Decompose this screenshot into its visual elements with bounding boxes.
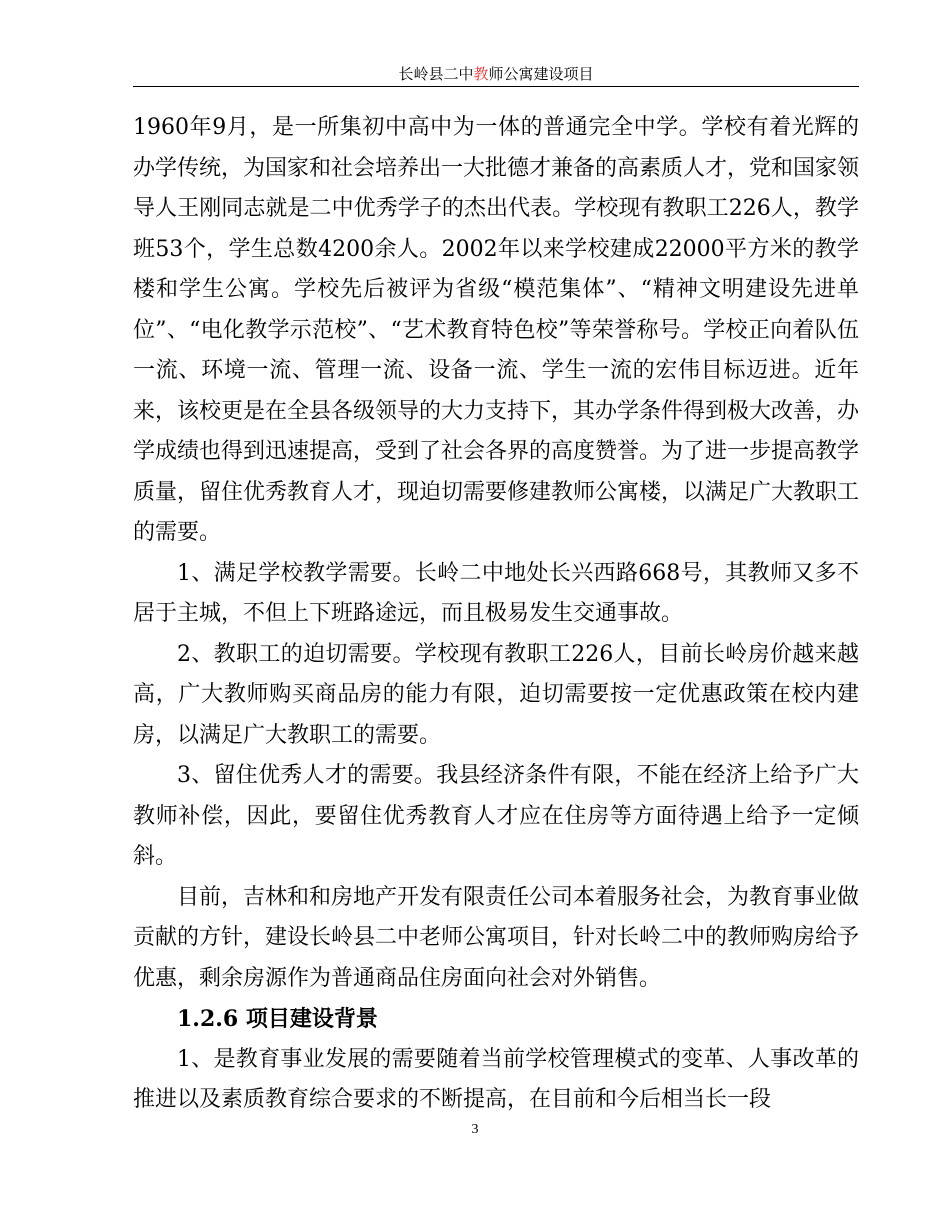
paragraph-need-2: 2、教职工的迫切需要。学校现有教职工226人，目前长岭房价越来越高，广大教师购买商品房的能力有限，迫切需要按一定优惠政策在校内建房，以满足广大教职工的需要。 [133, 641, 859, 748]
page-header [133, 64, 859, 87]
header-title-part1: 长岭县二中 [398, 65, 474, 83]
header-title-part2: 师公寓建设项目 [488, 65, 594, 83]
section-heading: 1.2.6 项目建设背景 [177, 1006, 378, 1032]
paragraph-school-intro: 1960年9月，是一所集初中高中为一体的普通完全中学。学校有着光辉的办学传统，为国家和社会培养出一大批德才兼备的高素质人才，党和国家领导人王刚同志就是二中优秀学子的杰出代表。学校现有教职工226人，教学班53个，学生总数4200余人。2002年以来学校建成22000平方米的教学楼和学生公寓。学校先后被评为省级“模范集体”、“精神文明建设先进单位”、“电化教学示范校”、“艺术教育特色校”等荣誉称号。学校正向着队伍一流、环境一流、管理一流、设备一流、学生一流的宏伟目标迈进。近年来，该校更是在全县各级领导的大力支持下，其办学条件得到极大改善，办学成绩也得到迅速提高，受到了社会各界的高度赞誉。为了进一步提高教学质量，留住优秀教育人才，现迫切需要修建教师公寓楼，以满足广大教职工的需要。 [133, 115, 860, 545]
paragraph-background-1: 1、是教育事业发展的需要随着当前学校管理模式的变革、人事改革的推进以及素质教育综合要求的不断提高，在目前和今后相当长一段 [133, 1046, 859, 1112]
paragraph-developer: 目前，吉林和和房地产开发有限责任公司本着服务社会，为教育事业做贡献的方针，建设长岭县二中老师公寓项目，针对长岭二中的教师购房给予优惠，剩余房源作为普通商品住房面向社会对外销售。 [133, 884, 860, 991]
paragraph-need-1: 1、满足学校教学需要。长岭二中地处长兴西路668号，其教师又多不居于主城，不但上下班路途远，而且极易发生交通事故。 [133, 560, 859, 626]
page-number: 3 [471, 1122, 479, 1137]
header-title-highlight: 教 [473, 65, 489, 83]
paragraph-need-3: 3、留住优秀人才的需要。我县经济条件有限，不能在经济上给予广大教师补偿，因此，要留住优秀教育人才应在住房等方面待遇上给予一定倾斜。 [133, 763, 859, 869]
document-body [133, 108, 859, 1121]
